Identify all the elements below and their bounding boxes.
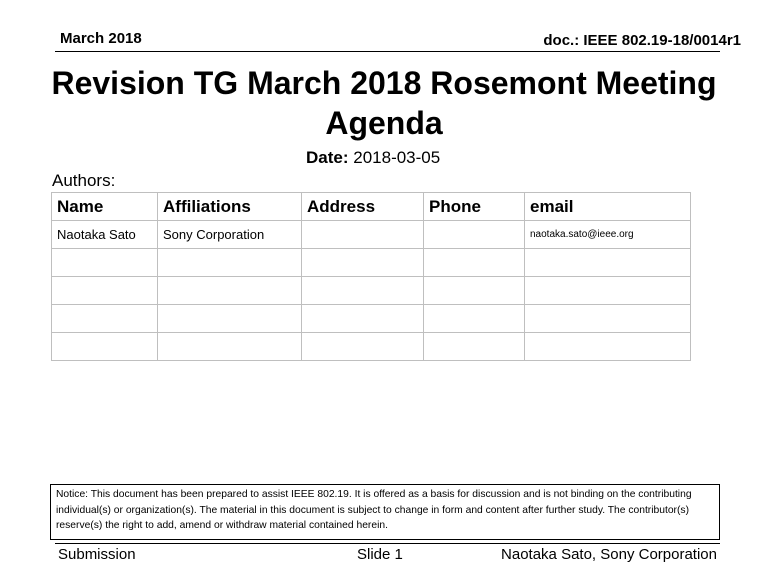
cell-affiliation: Sony Corporation	[158, 221, 302, 249]
slide-title: Revision TG March 2018 Rosemont Meeting Agenda	[51, 65, 717, 141]
table-row	[52, 305, 691, 333]
authors-table	[51, 192, 691, 361]
date-line	[306, 148, 440, 168]
date-value: 2018-03-05	[353, 148, 441, 167]
cell-address	[302, 249, 424, 277]
table-row	[52, 333, 691, 361]
cell-affiliation	[158, 333, 302, 361]
cell-phone	[424, 221, 525, 249]
cell-name	[52, 305, 158, 333]
cell-email	[525, 305, 691, 333]
cell-email	[525, 277, 691, 305]
cell-phone	[424, 305, 525, 333]
column-header-phone: Phone	[424, 193, 525, 221]
cell-name	[52, 277, 158, 305]
table-row	[52, 249, 691, 277]
cell-phone	[424, 333, 525, 361]
cell-email	[525, 249, 691, 277]
header-doc-id: doc.: IEEE 802.19-18/0014r1	[543, 32, 741, 49]
table-header-row	[52, 193, 691, 221]
column-header-name: Name	[52, 193, 158, 221]
cell-affiliation	[158, 305, 302, 333]
cell-phone	[424, 277, 525, 305]
footer-author: Naotaka Sato, Sony Corporation	[501, 546, 717, 563]
authors-label: Authors:	[52, 171, 116, 190]
notice-box: Notice: This document has been prepared to assist IEEE 802.19. It is offered as a basis for discussion and is not binding on the contributing individual(s) or organization(s). The material in this document is subject to change in form and content after further study. The contributor(s) reserve(s) the right to add, amend or withdraw material contained herein.	[50, 484, 720, 540]
cell-affiliation	[158, 249, 302, 277]
column-header-email: email	[525, 193, 691, 221]
cell-name	[52, 333, 158, 361]
header-divider	[55, 51, 720, 52]
cell-name: Naotaka Sato	[52, 221, 158, 249]
cell-name	[52, 249, 158, 277]
column-header-affiliations: Affiliations	[158, 193, 302, 221]
cell-phone	[424, 249, 525, 277]
footer-divider	[55, 543, 720, 544]
cell-address	[302, 333, 424, 361]
cell-address	[302, 221, 424, 249]
cell-address	[302, 305, 424, 333]
table-row	[52, 277, 691, 305]
table-row	[52, 221, 691, 249]
column-header-address: Address	[302, 193, 424, 221]
footer-slide-number: Slide 1	[357, 546, 403, 563]
cell-address	[302, 277, 424, 305]
cell-affiliation	[158, 277, 302, 305]
footer-submission: Submission	[58, 546, 136, 563]
cell-email	[525, 333, 691, 361]
header-date: March 2018	[60, 30, 142, 47]
cell-email: naotaka.sato@ieee.org	[525, 221, 691, 249]
date-label: Date:	[306, 148, 349, 167]
